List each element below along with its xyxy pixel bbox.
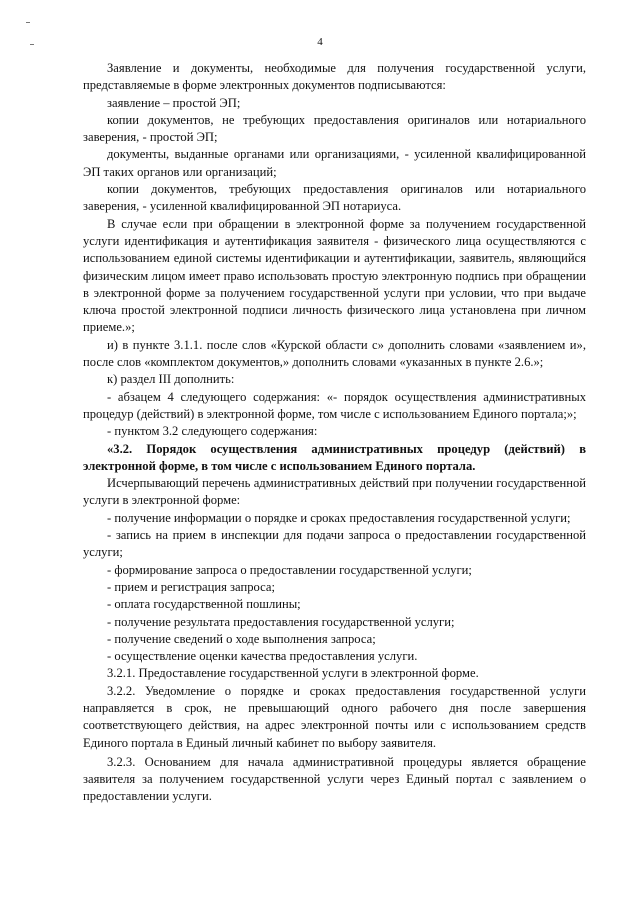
paragraph: 3.2.2. Уведомление о порядке и сроках предоставления государственной услуги направляется в срок, не превышающий одного рабочего дня после завершения соответствующего действия, на адрес электронной почты или с использованием средств Единого портала в Единый личный кабинет по выбору заявителя.: [83, 683, 586, 750]
document-body: [83, 60, 586, 806]
list-item: - запись на прием в инспекции для подачи запроса о предоставлении государственной услуги;: [83, 528, 586, 560]
list-item: - оплата государственной пошлины;: [107, 597, 301, 612]
paragraph: - абзацем 4 следующего содержания: «- порядок осуществления административных процедур (действий) в электронной форме, том числе с использованием Единого портала;»;: [83, 389, 586, 421]
paragraph: и) в пункте 3.1.1. после слов «Курской области с» дополнить словами «заявлением и», после слов «комплектом документов,» дополнить словами «указанных в пункте 2.6.»;: [83, 337, 586, 370]
list-item: - прием и регистрация запроса;: [107, 579, 275, 594]
section-heading: «3.2. Порядок осуществления административных процедур (действий) в электронной форме, в том числе с использованием Единого портала.: [83, 441, 586, 473]
paragraph: 3.2.3. Основанием для начала административной процедуры является обращение заявителя за получением государственной услуги через Единый портал с заявлением о предоставлении услуги.: [83, 754, 586, 804]
page-number: 4: [317, 36, 323, 48]
paragraph: В случае если при обращении в электронной форме за получением государственной услуги идентификация и аутентификация заявителя - физического лица осуществляются с использованием единой системы идентификации и аутентификации, заявитель, являющийся физическим лицом имеет право использовать простую электронную подпись при обращении в электронной форме за получением государственной услуги при условии, что при выдаче ключа простой электронной подписи личность физического лица установлена при личном приеме.»;: [83, 216, 586, 335]
paragraph: к) раздел III дополнить:: [107, 372, 235, 387]
paragraph: - пунктом 3.2 следующего содержания:: [107, 424, 318, 439]
paragraph: копии документов, требующих предоставления оригиналов или нотариального заверения, - усиленной квалифицированной ЭП нотариуса.: [83, 182, 586, 214]
list-item: - получение сведений о ходе выполнения запроса;: [107, 631, 376, 646]
paragraph: Исчерпывающий перечень административных действий при получении государственной услуги в электронной форме:: [83, 476, 586, 508]
list-item: - получение информации о порядке и сроках предоставления государственной услуги;: [107, 510, 571, 525]
paragraph: заявление – простой ЭП;: [107, 95, 241, 110]
list-item: - получение результата предоставления государственной услуги;: [107, 614, 455, 629]
paragraph: копии документов, не требующих предоставления оригиналов или нотариального заверения, - простой ЭП;: [83, 112, 586, 145]
paragraph: Заявление и документы, необходимые для получения государственной услуги, представляемые в форме электронных документов подписываются:: [83, 61, 586, 93]
list-item: - формирование запроса о предоставлении государственной услуги;: [107, 562, 472, 577]
paragraph: 3.2.1. Предоставление государственной услуги в электронной форме.: [107, 666, 479, 681]
scan-artifact: [26, 22, 30, 23]
list-item: - осуществление оценки качества предоставления услуги.: [107, 649, 418, 664]
paragraph: документы, выданные органами или организациями, - усиленной квалифицированной ЭП таких органов или организаций;: [83, 147, 586, 179]
